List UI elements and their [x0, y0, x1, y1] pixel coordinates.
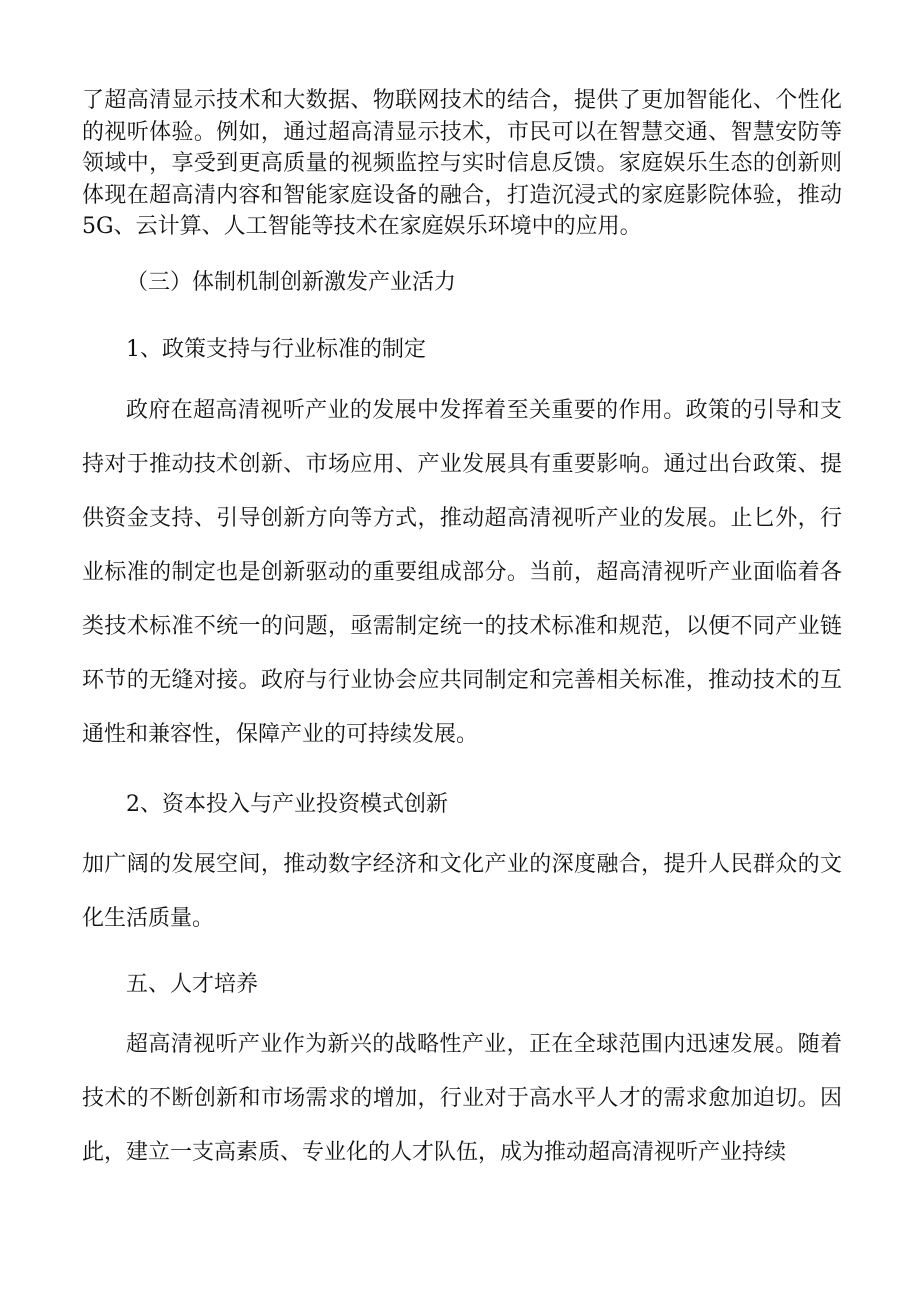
section-heading-talent-cultivation: 五、人才培养 [126, 972, 259, 997]
paragraph-policy-and-standards: 政府在超高清视听产业的发展中发挥着至关重要的作用。政策的引导和支持对于推动技术创新、市场应用、产业发展具有重要影响。通过出台政策、提供资金支持、引导创新方向等方式，推动超高清视听产业的发展。止匕外，行业标准的制定也是创新驱动的重要组成部分。当前，超高清视听产业面临着各类技术标准不统一的问题，亟需制定统一的技术标准和规范，以便不同产业链环节的无缝对接。政府与行业协会应共同制定和完善相关标准，推动技术的互通性和兼容性，保障产业的可持续发展。 [82, 398, 842, 747]
section-heading-institutional-innovation: （三）体制机制创新激发产业活力 [126, 270, 457, 295]
paragraph-digital-economy-fusion: 加广阔的发展空间，推动数字经济和文化产业的深度融合，提升人民群众的文化生活质量。 [82, 852, 842, 931]
paragraph-smart-city-and-home-entertainment: 了超高清显示技术和大数据、物联网技术的结合，提供了更加智能化、个性化的视听体验。例如，通过超高清显示技术，市民可以在智慧交通、智慧安防等领域中，享受到更高质量的视频监控与实时信息反馈。家庭娱乐生态的创新则体现在超高清内容和智能家庭设备的融合，打造沉浸式的家庭影院体验，推动5G、云计算、人工智能等技术在家庭娱乐环境中的应用。 [82, 88, 842, 239]
subheading-policy-and-standards: 1、政策支持与行业标准的制定 [126, 337, 426, 362]
subheading-capital-investment: 2、资本投入与产业投资模式创新 [126, 792, 448, 817]
paragraph-talent-cultivation: 超高清视听产业作为新兴的战略性产业，正在全球范围内迅速发展。随着技术的不断创新和市场需求的增加，行业对于高水平人才的需求愈加迫切。因此，建立一支高素质、专业化的人才队伍，成为推动超高清视听产业持续 [82, 1032, 842, 1165]
